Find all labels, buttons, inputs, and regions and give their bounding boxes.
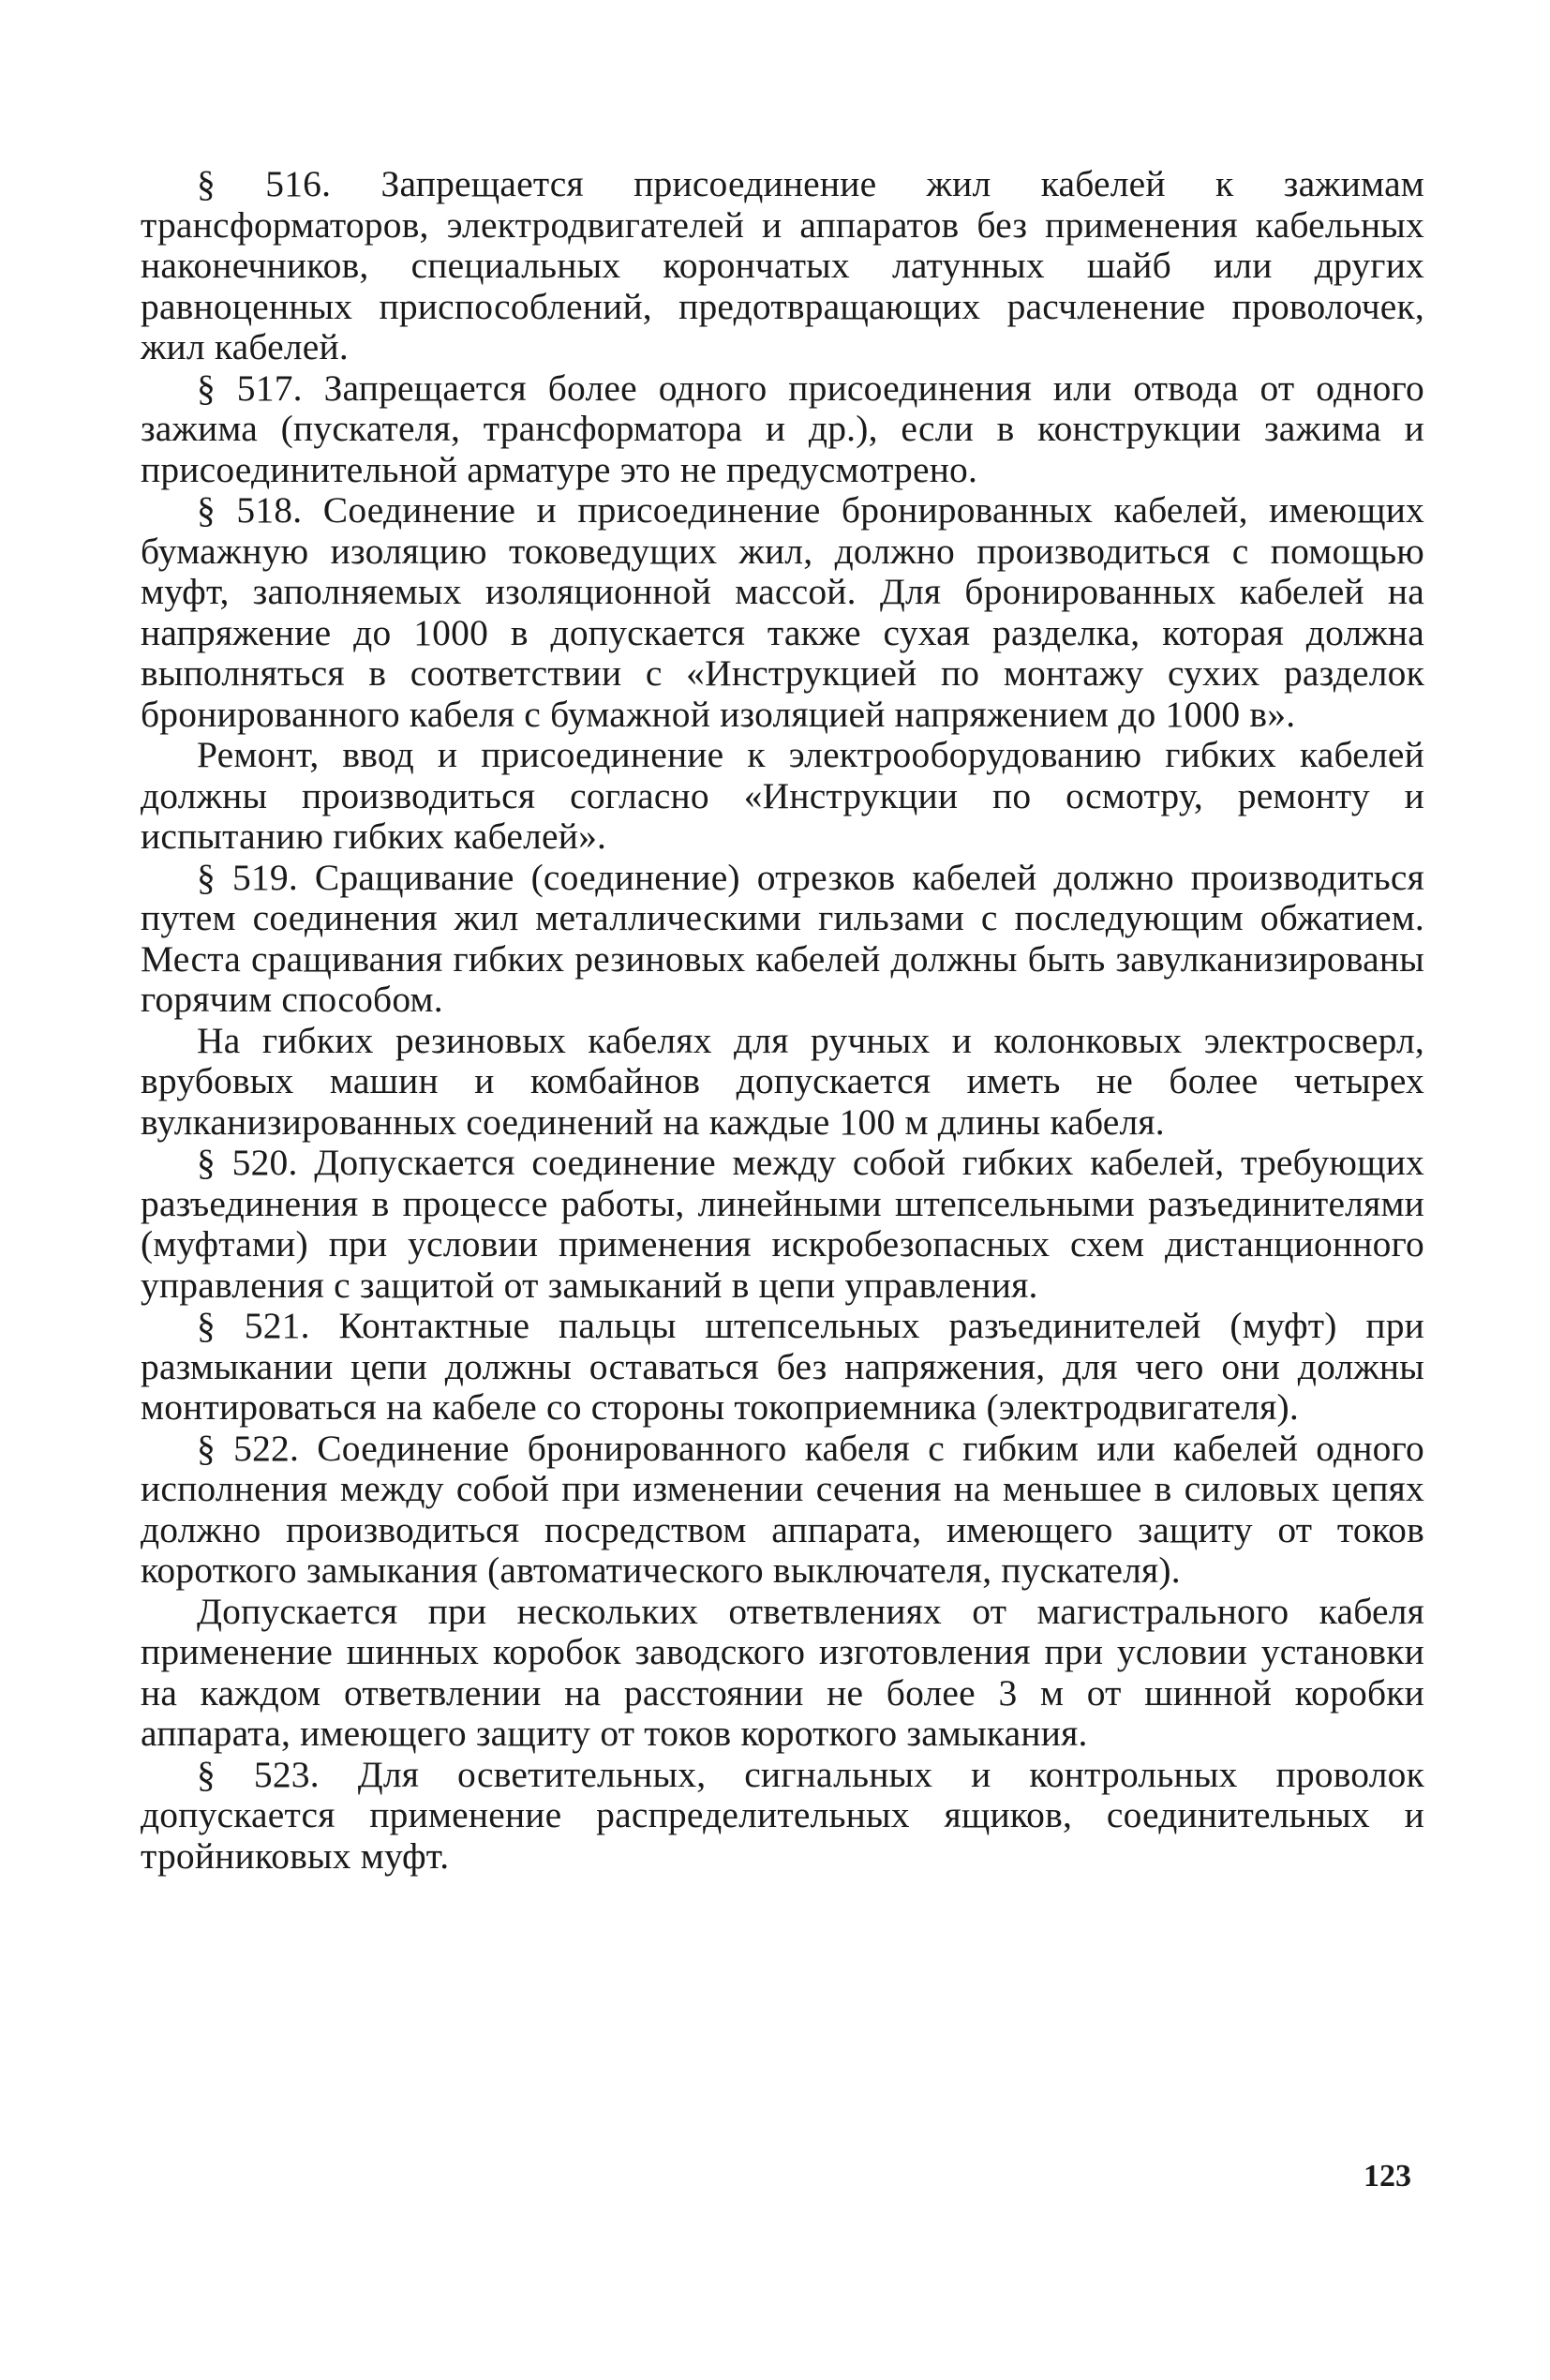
paragraph-521: § 521. Контактные пальцы штепсельных разъединителей (муфт) при размыкании цепи должны оставаться без напряжения, для чего они должны монтироваться на кабеле со стороны токоприемника (электродвигателя). [141, 1305, 1424, 1428]
paragraph-518: § 518. Соединение и присоединение бронированных кабелей, имеющих бумажную изоляцию токоведущих жил, должно производиться с помощью муфт, заполняемых изоляционной массой. Для бронированных кабелей на напряжение до 1000 в допускается также сухая разделка, которая должна выполняться в соответствии с «Инструкцией по монтажу сухих разделок бронированного кабеля с бумажной изоляцией напряжением до 1000 в». [141, 489, 1424, 735]
paragraph-522: § 522. Соединение бронированного кабеля с гибким или кабелей одного исполнения между собой при изменении сечения на меньшее в силовых цепях должно производиться посредством аппарата, имеющего защиту от токов короткого замыкания (автоматического выключателя, пускателя). [141, 1427, 1424, 1591]
paragraph-523: § 523. Для осветительных, сигнальных и контрольных проволок допускается применение распределительных ящиков, соединительных и тройниковых муфт. [141, 1753, 1424, 1877]
paragraph-517: § 517. Запрещается более одного присоединения или отвода от одного зажима (пускателя, трансформатора и др.), если в конструкции зажима и присоединительной арматуре это не предусмотрено. [141, 367, 1424, 490]
paragraph-519: § 519. Сращивание (соединение) отрезков кабелей должно производиться путем соединения жил металлическими гильзами с последующим обжатием. Места сращивания гибких резиновых кабелей должны быть завулканизированы горячим способом. [141, 856, 1424, 1020]
paragraph-bus-boxes: Допускается при нескольких ответвлениях от магистрального кабеля применение шинных коробок заводского изготовления при условии установки на каждом ответвлении на расстоянии не более 3 м от шинной коробки аппарата, имеющего защиту от токов короткого замыкания. [141, 1590, 1424, 1754]
paragraph-rubber-cables: На гибких резиновых кабелях для ручных и колонковых электросверл, врубовых машин и комбайнов допускается иметь не более четырех вулканизированных соединений на каждые 100 м длины кабеля. [141, 1019, 1424, 1143]
document-page [141, 164, 1424, 1877]
paragraph-520: § 520. Допускается соединение между собой гибких кабелей, требующих разъединения в процессе работы, линейными штепсельными разъединителями (муфтами) при условии применения искробезопасных схем дистанционного управления с защитой от замыканий в цепи управления. [141, 1142, 1424, 1306]
paragraph-cable-repair: Ремонт, ввод и присоединение к электрооборудованию гибких кабелей должны производиться согласно «Инструкции по осмотру, ремонту и испытанию гибких кабелей». [141, 734, 1424, 857]
page-number: 123 [1364, 2159, 1411, 2193]
paragraph-516: § 516. Запрещается присоединение жил кабелей к зажимам трансформаторов, электродвигателей и аппаратов без применения кабельных наконечников, специальных корончатых латунных шайб или других равноценных приспособлений, предотвращающих расчленение проволочек, жил кабелей. [141, 163, 1424, 367]
